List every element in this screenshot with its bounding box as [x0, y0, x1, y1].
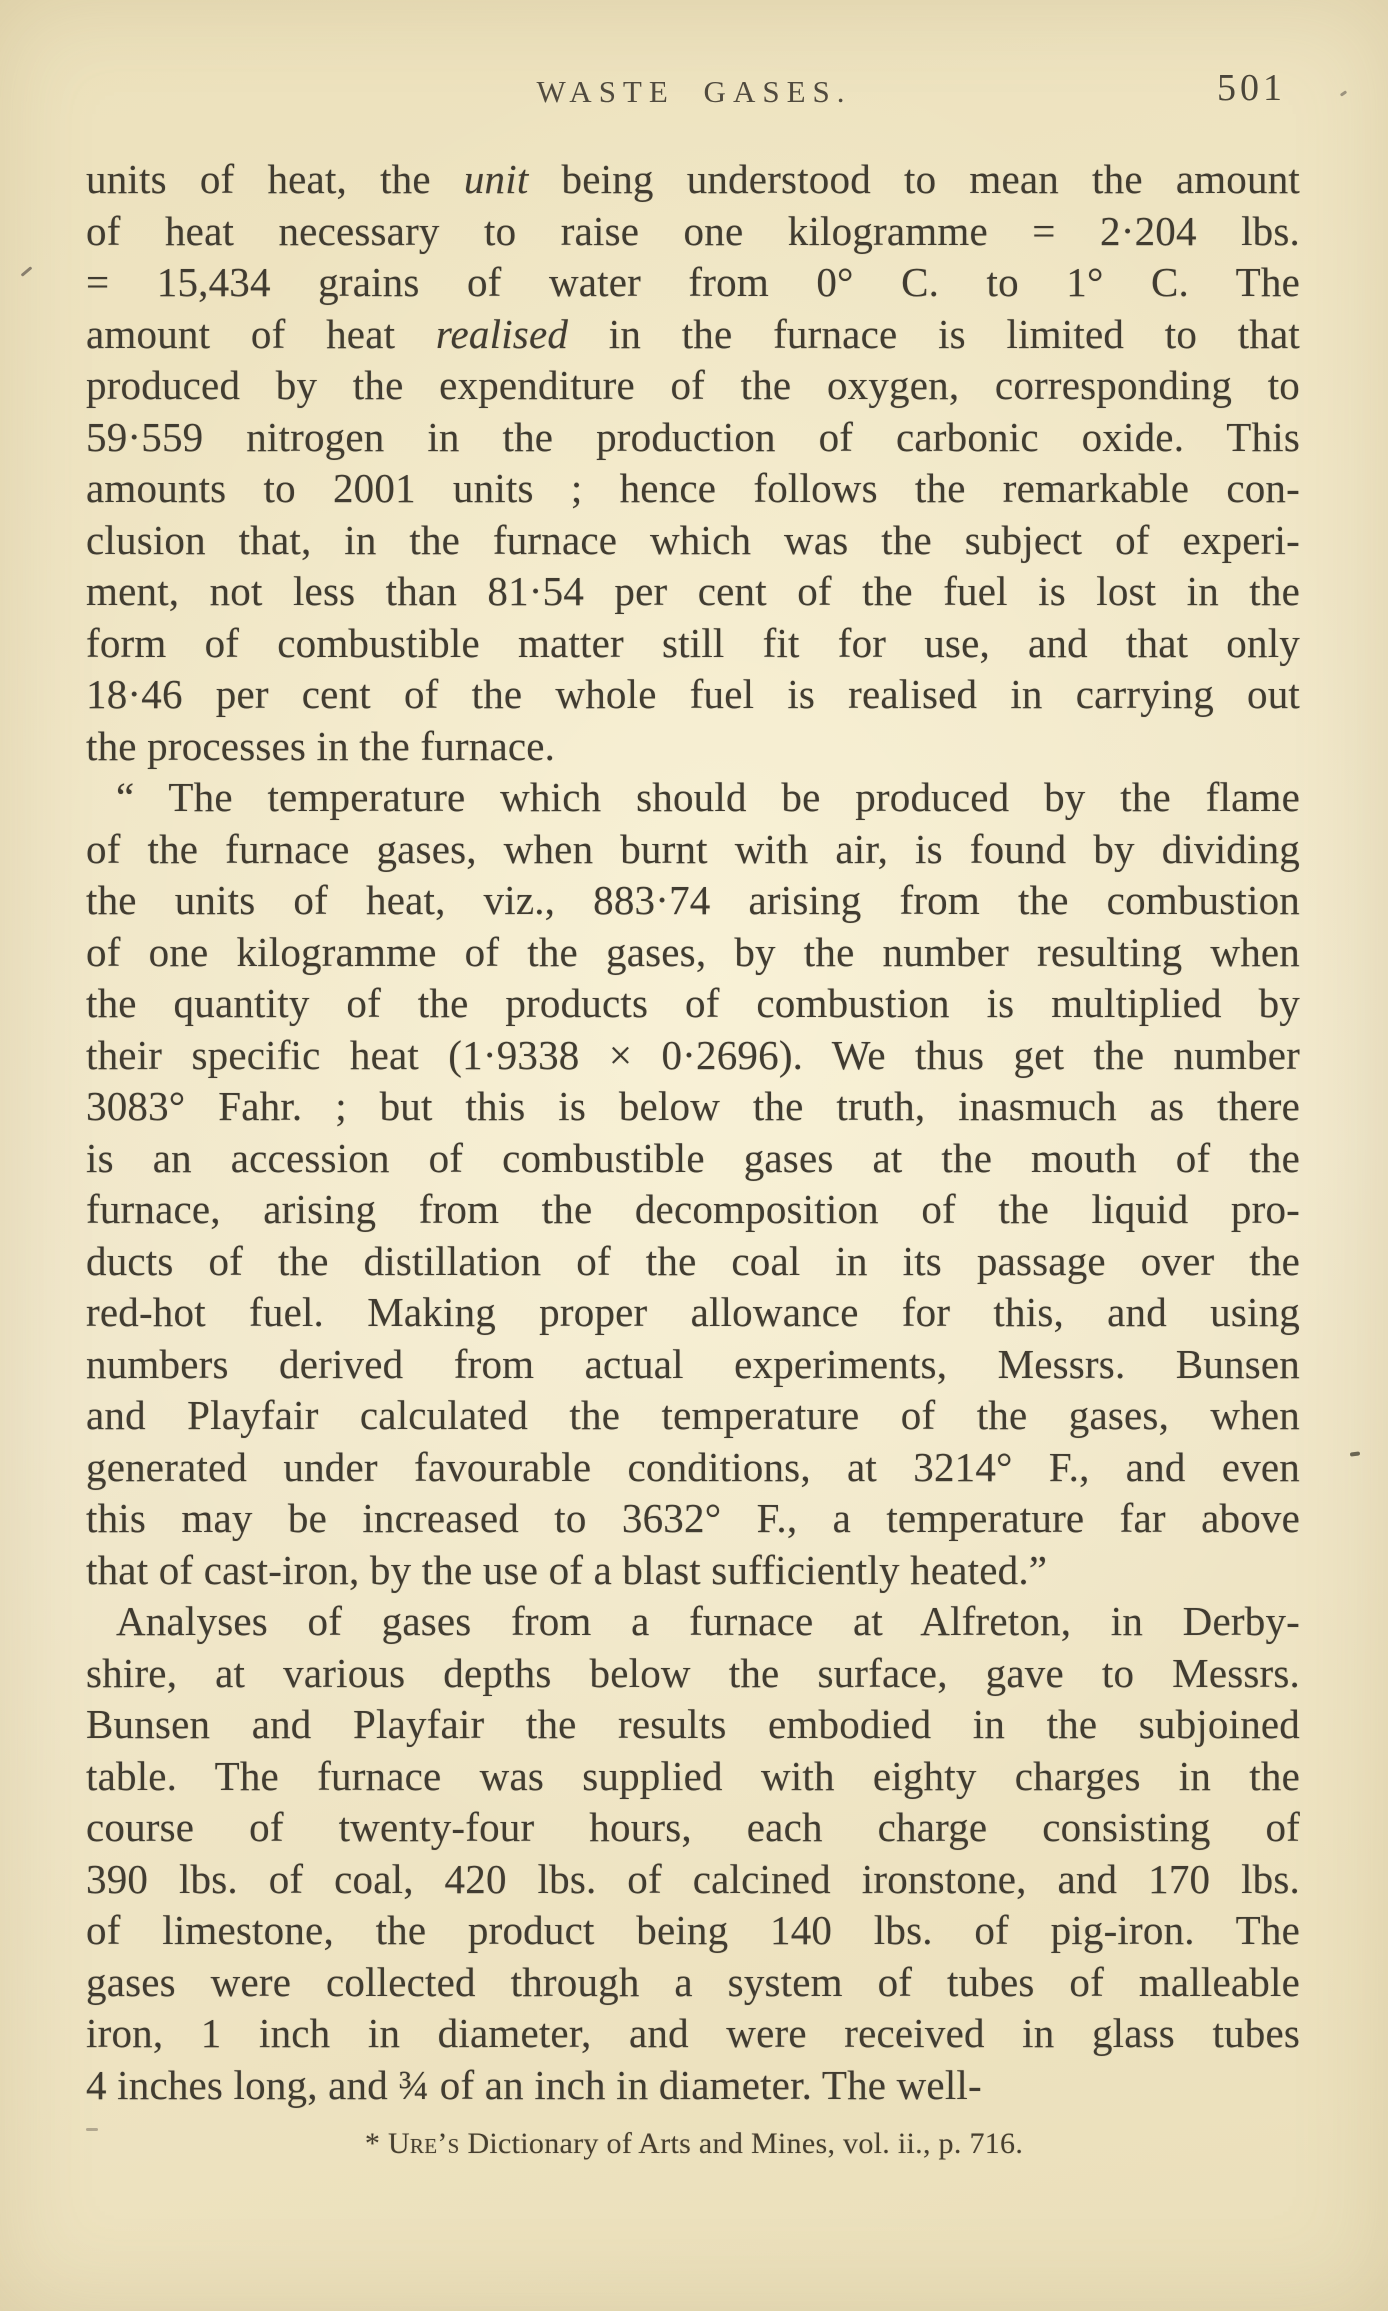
text-line [86, 463, 1300, 515]
footnote [0, 2127, 1388, 2161]
text-line [86, 1905, 1300, 1957]
text-line [86, 1030, 1300, 1082]
text-segment: 4 inches long, and ¾ of an inch in diameter. The well- [86, 2061, 982, 2108]
text-line [86, 1699, 1300, 1751]
text-line [86, 1493, 1300, 1545]
text-line [86, 1751, 1300, 1803]
text-line [86, 2008, 1300, 2060]
text-segment: Analyses of gases from a furnace at Alfreton, in Derby- [116, 1598, 1300, 1644]
text-segment: the processes in the furnace. [86, 722, 556, 769]
text-line [86, 1184, 1300, 1236]
text-line [86, 257, 1300, 309]
text-segment: gases were collected through a system of tubes of malleable [86, 1958, 1300, 2005]
text-segment: in the furnace is limited to that [568, 310, 1300, 357]
text-line [86, 154, 1300, 206]
text-segment: produced by the expenditure of the oxygen, corresponding to [86, 362, 1300, 408]
text-line [86, 2060, 1300, 2112]
text-line [86, 1390, 1300, 1442]
text-segment: * U [364, 2127, 410, 2160]
text-segment: amount of heat [86, 310, 436, 357]
text-segment: table. The furnace was supplied with eighty charges in the [86, 1752, 1300, 1799]
text-segment: furnace, arising from the decomposition of the liquid pro- [86, 1186, 1300, 1232]
page-header [0, 0, 1388, 116]
text-line [86, 772, 1300, 824]
text-line [86, 1957, 1300, 2009]
text-segment: form of combustible matter still fit for use, and that only [86, 619, 1300, 666]
text-segment: units of heat, the [86, 156, 464, 202]
text-segment: course of twenty-four hours, each charge consisting of [86, 1804, 1300, 1850]
body-text [0, 154, 1388, 2111]
paragraph [86, 1596, 1300, 2111]
text-segment: red-hot fuel. Making proper allowance for this, and using [86, 1289, 1300, 1335]
text-line [86, 875, 1300, 927]
text-segment: ment, not less than 81·54 per cent of the fuel is lost in the [86, 568, 1300, 614]
paragraph [86, 772, 1300, 1596]
text-segment: of limestone, the product being 140 lbs. of pig-iron. The [86, 1907, 1300, 1953]
text-segment: this may be increased to 3632° F., a temperature far above [86, 1495, 1300, 1541]
text-segment: unit [463, 156, 529, 202]
text-line [86, 618, 1300, 670]
text-line [86, 1442, 1300, 1494]
text-segment: amounts to 2001 units ; hence follows the remarkable con- [86, 465, 1300, 511]
text-line [86, 1133, 1300, 1185]
text-line [86, 309, 1300, 361]
text-segment: being understood to mean the amount [528, 156, 1300, 202]
text-segment: 59·559 nitrogen in the production of carbonic oxide. This [86, 413, 1300, 460]
text-line [86, 1081, 1300, 1133]
text-segment: = 15,434 grains of water from 0° C. to 1° C. The [86, 259, 1300, 305]
page-number: 501 [1217, 67, 1286, 109]
text-segment: and Playfair calculated the temperature of the gases, when [86, 1392, 1300, 1438]
scan-speck [86, 2128, 98, 2131]
text-segment: numbers derived from actual experiments, Messrs. Bunsen [86, 1340, 1300, 1387]
text-line [86, 669, 1300, 721]
text-segment: that of cast-iron, by the use of a blast sufficiently heated.” [86, 1546, 1048, 1593]
text-line [86, 978, 1300, 1030]
text-line [86, 515, 1300, 567]
text-segment: Dictionary of Arts and Mines, vol. ii., p. 716. [459, 2127, 1024, 2160]
text-segment: is an accession of combustible gases at the mouth of the [86, 1134, 1300, 1181]
text-segment: clusion that, in the furnace which was the subject of experi- [86, 516, 1300, 563]
text-segment: 3083° Fahr. ; but this is below the truth, inasmuch as there [86, 1083, 1300, 1129]
text-segment: of the furnace gases, when burnt with air, is found by dividing [86, 825, 1300, 872]
text-segment: 18·46 per cent of the whole fuel is realised in carrying out [86, 671, 1300, 717]
footnote-text [365, 2127, 1023, 2160]
text-line [86, 721, 1300, 773]
text-line [86, 1802, 1300, 1854]
text-line [86, 412, 1300, 464]
text-line [86, 1854, 1300, 1906]
text-line [86, 206, 1300, 258]
text-segment: the quantity of the products of combustion is multiplied by [86, 980, 1300, 1026]
text-line [86, 927, 1300, 979]
text-line [86, 824, 1300, 876]
text-segment: of one kilogramme of the gases, by the number resulting when [86, 928, 1300, 975]
paragraph [86, 154, 1300, 772]
text-line [86, 1596, 1300, 1648]
running-title: WASTE GASES. [536, 74, 852, 109]
text-segment: re’s [409, 2127, 460, 2160]
text-segment: ducts of the distillation of the coal in its passage over the [86, 1237, 1300, 1284]
text-segment: “ The temperature which should be produced by the flame [116, 774, 1300, 820]
text-line [86, 1648, 1300, 1700]
text-line [86, 360, 1300, 412]
text-segment: iron, 1 inch in diameter, and were received in glass tubes [86, 2010, 1300, 2056]
text-line [86, 1236, 1300, 1288]
text-segment: realised [435, 310, 569, 357]
text-line [86, 1545, 1300, 1597]
text-segment: the units of heat, viz., 883·74 arising from the combustion [86, 877, 1300, 923]
text-line [86, 1287, 1300, 1339]
text-line [86, 566, 1300, 618]
text-segment: shire, at various depths below the surface, gave to Messrs. [86, 1649, 1300, 1696]
text-segment: Bunsen and Playfair the results embodied in the subjoined [86, 1701, 1300, 1747]
text-segment: 390 lbs. of coal, 420 lbs. of calcined ironstone, and 170 lbs. [86, 1855, 1300, 1902]
text-segment: of heat necessary to raise one kilogramme = 2·204 lbs. [86, 207, 1300, 254]
text-segment: their specific heat (1·9338 × 0·2696). We thus get the number [86, 1031, 1300, 1078]
text-line [86, 1339, 1300, 1391]
text-segment: generated under favourable conditions, at 3214° F., and even [86, 1443, 1300, 1490]
